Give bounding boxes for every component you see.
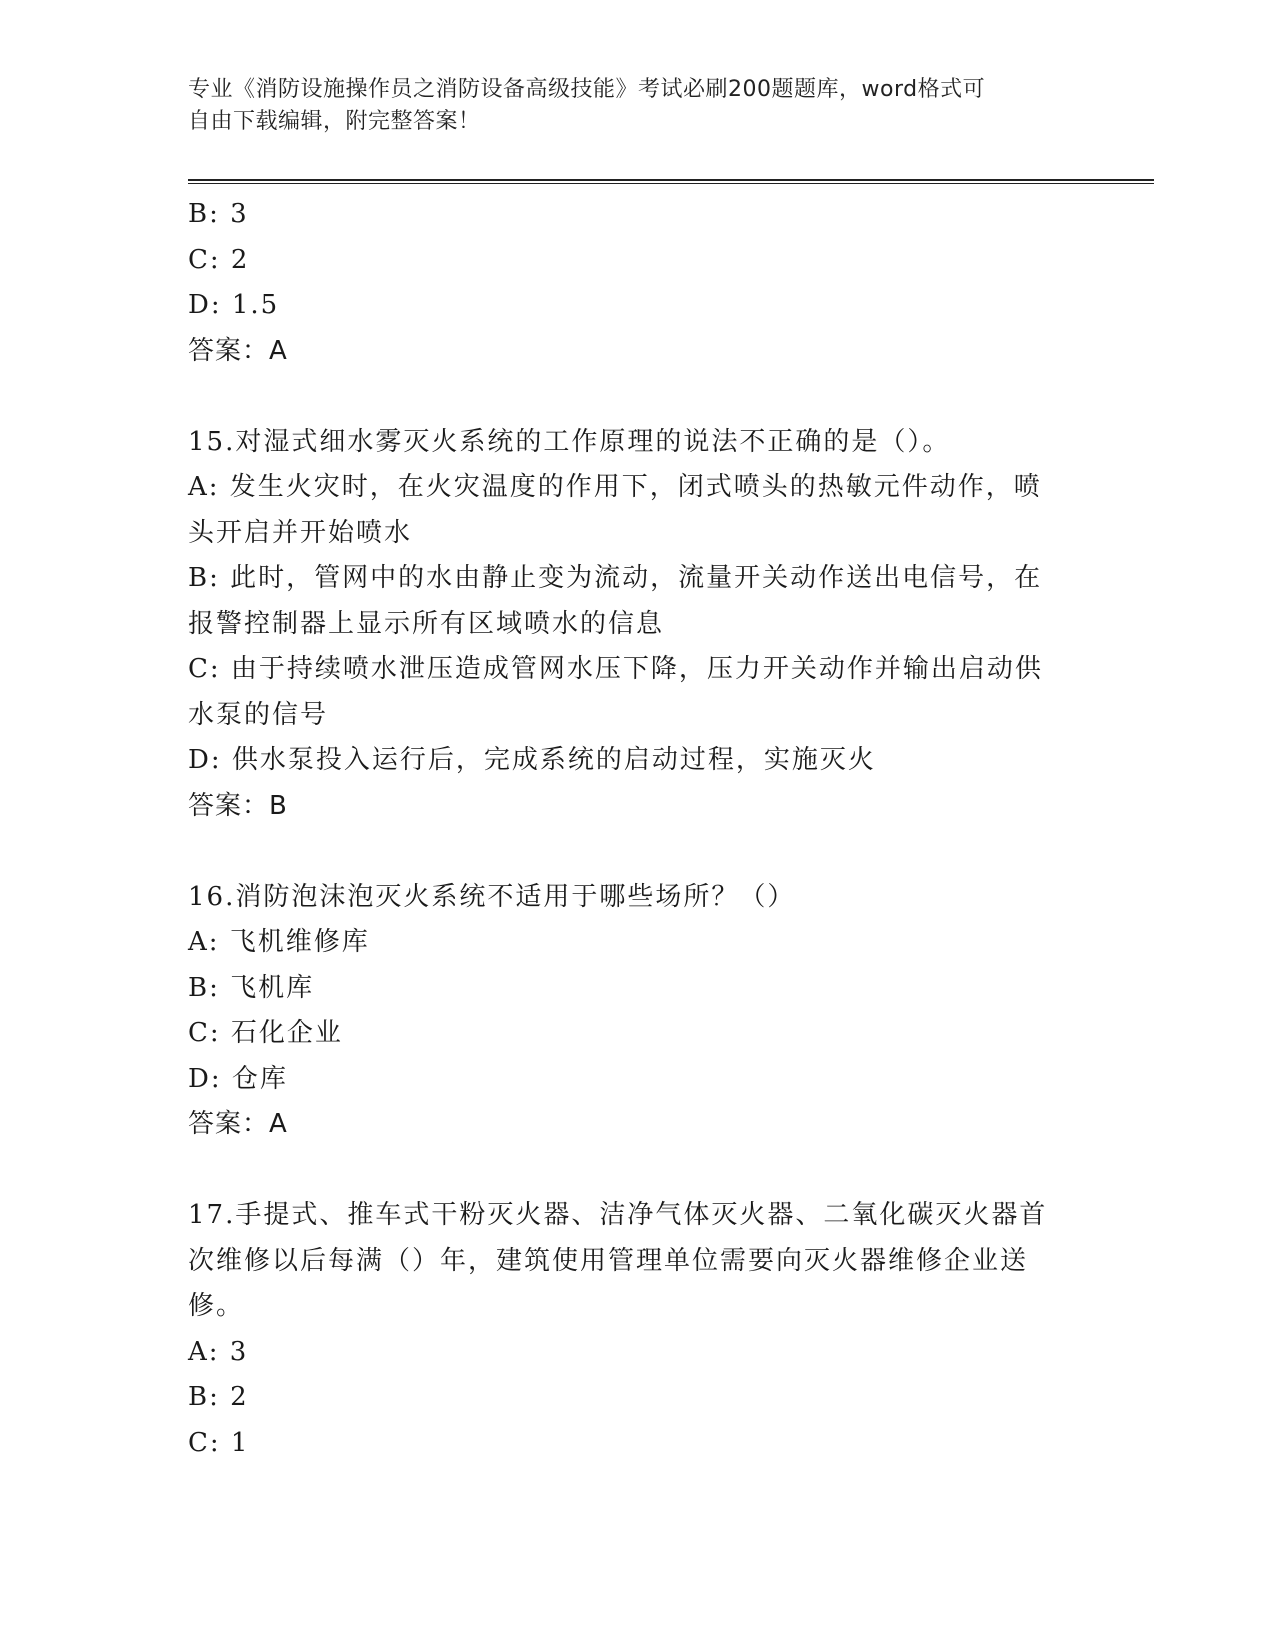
option-c-line-1: C: 由于持续喷水泄压造成管网水压下降，压力开关动作并输出启动供	[188, 654, 1043, 684]
header-line-1: 专业《消防设施操作员之消防设备高级技能》考试必刷200题题库，word格式可	[188, 77, 986, 102]
option-d-line-1: D: 供水泵投入运行后，完成系统的启动过程，实施灭火	[188, 745, 876, 775]
header-rule-thick	[188, 179, 1154, 181]
option-line: D: 1.5	[188, 290, 280, 320]
document-header	[188, 74, 1068, 138]
option-a-line-1: A: 飞机维修库	[188, 927, 370, 957]
question-16	[188, 875, 1088, 1148]
option-line: C: 2	[188, 244, 250, 275]
question-15	[188, 420, 1088, 830]
spacer	[188, 374, 1088, 420]
option-b-line-1: B: 飞机库	[188, 972, 315, 1003]
answer-line: 答案：A	[188, 1109, 288, 1139]
option-a-line-2: 头开启并开始喷水	[188, 517, 413, 548]
question-stem: 16.消防泡沫泡灭火系统不适用于哪些场所？（）	[188, 881, 796, 912]
question-stem-line-2: 次维修以后每满（）年，建筑使用管理单位需要向灭火器维修企业送	[188, 1245, 1029, 1276]
option-line: B: 3	[188, 199, 249, 229]
option-d-line-1: D: 仓库	[188, 1063, 288, 1094]
option-c-line-1: C: 1	[188, 1427, 250, 1458]
question-list	[188, 192, 1088, 1466]
option-c-line-1: C: 石化企业	[188, 1018, 343, 1048]
question-stem-line-3: 修。	[188, 1291, 245, 1321]
spacer	[188, 1148, 1088, 1194]
answer-line: 答案：B	[188, 790, 288, 821]
question-17	[188, 1193, 1088, 1466]
spacer	[188, 829, 1088, 875]
option-b-line-1: B: 此时，管网中的水由静止变为流动，流量开关动作送出电信号，在	[188, 563, 1043, 593]
header-line-2: 自由下载编辑，附完整答案！	[188, 109, 481, 134]
option-a-line-1: A: 发生火灾时，在火灾温度的作用下，闭式喷头的热敏元件动作，喷	[188, 472, 1042, 502]
option-b-line-1: B: 2	[188, 1382, 249, 1412]
option-c-line-2: 水泵的信号	[188, 699, 329, 730]
answer-line: 答案：A	[188, 335, 288, 366]
header-rule-thin	[188, 183, 1154, 184]
option-a-line-1: A: 3	[188, 1336, 249, 1367]
option-b-line-2: 报警控制器上显示所有区域喷水的信息	[188, 608, 665, 639]
question-stem: 15.对湿式细水雾灭火系统的工作原理的说法不正确的是（）。	[188, 426, 951, 457]
prev-question	[188, 192, 1088, 374]
question-stem-line-1: 17.手提式、推车式干粉灭火器、洁净气体灭火器、二氧化碳灭火器首	[188, 1200, 1048, 1230]
